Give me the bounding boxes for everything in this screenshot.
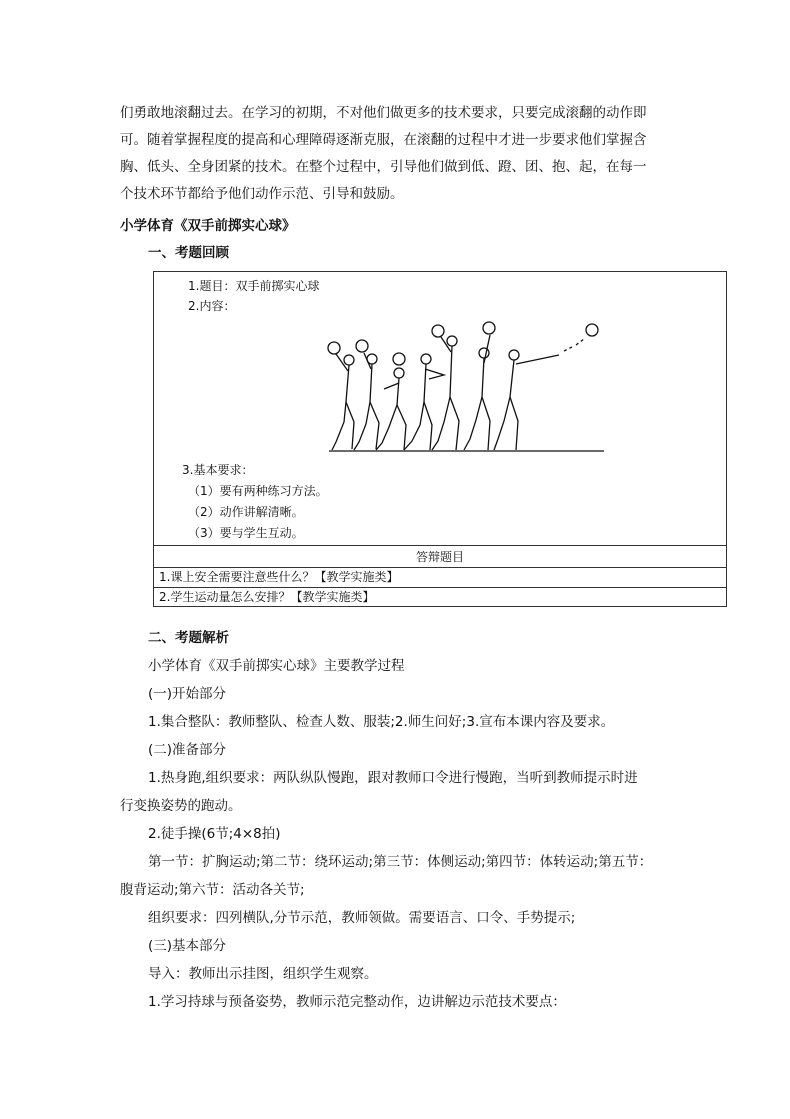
topic-line: 1.题目：双手前掷实心球: [188, 279, 320, 293]
intro-line-2: 可。随着掌握程度的提高和心理障碍逐渐克服，在滚翻的过程中才进一步要求他们掌握含: [120, 132, 647, 148]
warmup-line-1: 1.热身跑,组织要求：两队纵队慢跑，跟对教师口令进行慢跑，当听到教师提示时进: [148, 770, 638, 786]
table-divider: [154, 567, 726, 568]
ball-1: [328, 342, 340, 354]
exercise-sections-line-1: 第一节：扩胸运动;第二节：绕环运动;第三节：体侧运动;第四节：体转运动;第五节：: [148, 854, 653, 870]
step-1-text: 1.学习持球与预备姿势，教师示范完整动作，边讲解边示范技术要点：: [148, 994, 566, 1010]
intro-line-1: 们勇敢地滚翻过去。在学习的初期，不对他们做更多的技术要求，只要完成滚翻的动作即: [120, 105, 647, 121]
part-3-heading: (三)基本部分: [148, 938, 227, 954]
defense-header: 答辩题目: [415, 550, 464, 564]
requirement-1: （1）要有两种练习方法。: [188, 484, 328, 498]
shot-put-illustration: [304, 317, 604, 457]
requirements-label: 3.基本要求：: [182, 463, 254, 477]
part-1-heading: (一)开始部分: [148, 686, 227, 702]
defense-question-2: 2.学生运动量怎么安排？【教学实施类】: [159, 590, 375, 604]
lesson-title: 小学体育《双手前掷实心球》: [120, 218, 296, 234]
content-label: 2.内容：: [188, 299, 236, 313]
organization-text: 组织要求：四列横队,分节示范，教师领做。需要语言、口令、手势提示;: [148, 910, 576, 926]
intro-line-4: 个技术环节都给予他们动作示范、引导和鼓励。: [120, 186, 404, 202]
ball-5: [432, 325, 444, 337]
table-divider: [154, 587, 726, 588]
exercise-sections-line-2: 腹背运动;第六节：活动各关节;: [120, 882, 305, 898]
exam-review-box: [153, 271, 727, 607]
part-2-heading: (二)准备部分: [148, 742, 227, 758]
exercise-title: 2.徒手操(6节;4×8拍): [148, 826, 281, 842]
warmup-line-2: 行变换姿势的跑动。: [120, 798, 242, 814]
introduction-text: 导入：教师出示挂图，组织学生观察。: [148, 966, 378, 982]
requirement-2: （2）动作讲解清晰。: [188, 505, 304, 519]
ball-6: [483, 322, 495, 334]
ball-in-flight: [586, 324, 598, 336]
part-1-text: 1.集合整队：教师整队、检查人数、服装;2.师生问好;3.宣布本课内容及要求。: [148, 714, 615, 730]
table-divider: [154, 545, 726, 546]
intro-line-3: 胸、低头、全身团紧的技术。在整个过程中，引导他们做到低、蹬、团、抱、起，在每一: [120, 159, 647, 175]
ball-2: [356, 340, 368, 352]
ball-3: [393, 353, 405, 365]
process-title: 小学体育《双手前掷实心球》主要教学过程: [148, 658, 405, 674]
section-2-heading: 二、考题解析: [148, 630, 229, 646]
section-1-heading: 一、考题回顾: [148, 245, 229, 261]
requirement-3: （3）要与学生互动。: [188, 526, 304, 540]
defense-question-1: 1.课上安全需要注意些什么？【教学实施类】: [159, 570, 399, 584]
